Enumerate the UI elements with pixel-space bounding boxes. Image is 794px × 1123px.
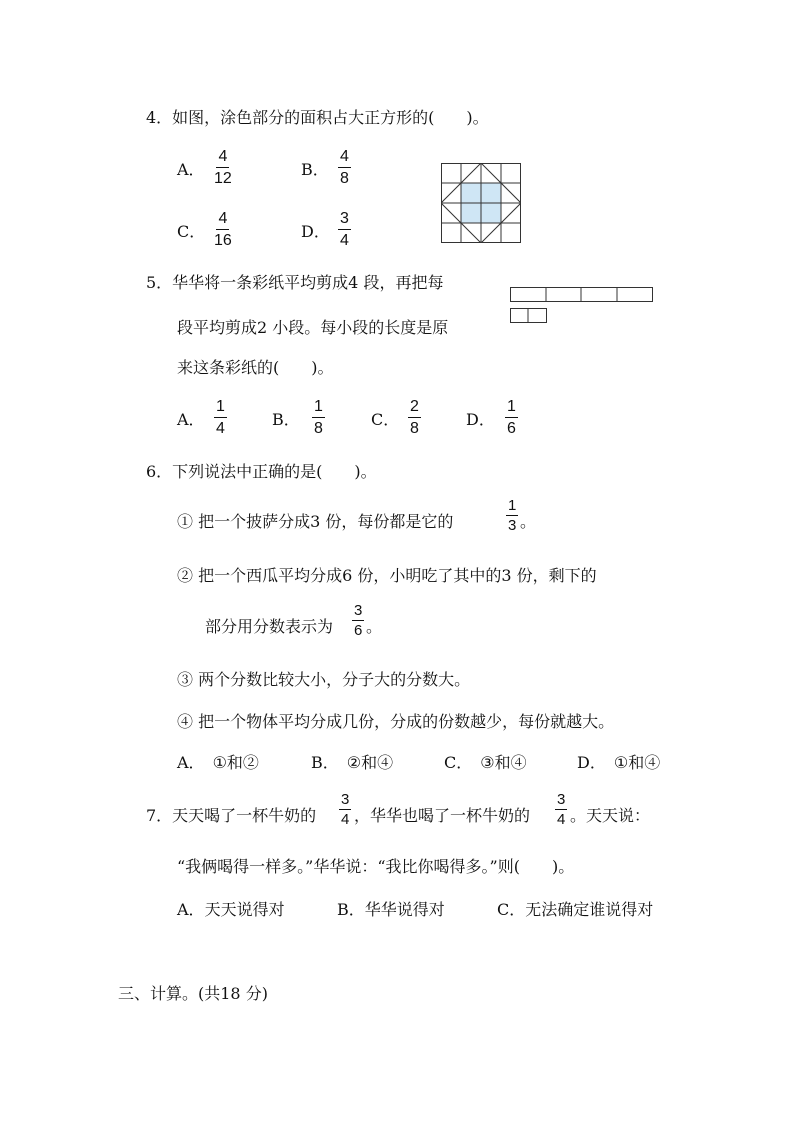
option-text: ①和④	[613, 753, 661, 772]
fraction-numerator: 4	[338, 148, 351, 168]
section-3-title: 三、计算。(共18 分)	[118, 984, 268, 1003]
q6-statement-2-line-2: 部分用分数表示为	[205, 617, 334, 636]
paper-strip-figure	[510, 287, 655, 325]
fraction-denominator: 6	[507, 420, 516, 437]
option-label: A．	[177, 900, 205, 919]
q4-option-a-label: A．	[177, 160, 205, 179]
option-text: 天天说得对	[204, 900, 285, 919]
fraction-denominator: 4	[557, 811, 566, 828]
option-text: ③和④	[480, 753, 527, 772]
q5-line-3: 来这条彩纸的( )。	[177, 358, 334, 377]
fraction-numerator: 4	[216, 148, 229, 168]
q6-option-b	[311, 753, 393, 773]
q6-statement-2-fraction	[352, 603, 364, 639]
q5-option-b-fraction	[312, 398, 325, 438]
option-text: 华华说得对	[364, 900, 445, 919]
q7-option-b	[337, 900, 445, 920]
fraction-denominator: 8	[410, 420, 419, 437]
option-label: D．	[577, 753, 606, 772]
q4-option-b-label: B．	[301, 160, 329, 179]
q5-option-d-fraction	[505, 398, 518, 438]
q4-option-a-fraction	[214, 148, 232, 188]
fraction-denominator: 16	[214, 232, 232, 249]
fraction-numerator: 1	[214, 398, 227, 418]
fraction-denominator: 8	[314, 420, 323, 437]
fraction-numerator: 3	[354, 602, 363, 619]
q6-statement-2-line-1: ② 把一个西瓜平均分成6 份，小明吃了其中的3 份，剩下的	[177, 566, 597, 585]
fraction-numerator: 1	[312, 398, 325, 418]
option-label: C．	[497, 900, 526, 919]
q4-option-d-fraction	[338, 210, 351, 250]
q7-line-1-end: 。天天说：	[570, 806, 651, 825]
fraction-numerator: 3	[338, 210, 351, 230]
fraction-denominator: 4	[341, 811, 350, 828]
q5-option-b-label: B．	[272, 410, 300, 429]
q7-fraction-1	[339, 792, 351, 828]
q7-fraction-2	[555, 792, 567, 828]
fraction-denominator: 6	[354, 622, 363, 639]
q4-option-d-label: D．	[301, 222, 330, 241]
q6-statement-1-fraction	[506, 498, 518, 534]
q4-option-c-fraction	[214, 210, 232, 250]
q7-line-1-start: 7．天天喝了一杯牛奶的	[146, 806, 317, 825]
q6-statement-1-end: 。	[520, 512, 537, 531]
q7-option-a	[177, 900, 285, 920]
q6-option-d	[577, 753, 660, 773]
q7-line-2: “我俩喝得一样多。”华华说：“我比你喝得多。”则( )。	[177, 857, 575, 876]
q5-option-a-fraction	[214, 398, 227, 438]
fraction-numerator: 4	[216, 210, 229, 230]
grid-lines	[441, 163, 521, 243]
fraction-numerator: 3	[557, 791, 566, 808]
fraction-numerator: 1	[505, 398, 518, 418]
q4-stem: 4．如图，涂色部分的面积占大正方形的( )。	[146, 108, 489, 127]
q5-line-1: 5．华华将一条彩纸平均剪成4 段，再把每	[146, 273, 444, 292]
option-label: A．	[177, 753, 205, 772]
q6-statement-4: ④ 把一个物体平均分成几份，分成的份数越少，每份就越大。	[177, 712, 615, 731]
q6-statement-1	[177, 512, 453, 532]
q4-option-c-label: C．	[177, 222, 206, 241]
fraction-denominator: 12	[214, 170, 232, 187]
q6-stem: 6．下列说法中正确的是( )。	[146, 462, 377, 481]
q5-option-d-label: D．	[466, 410, 495, 429]
q6-option-c	[444, 753, 527, 773]
option-label: C．	[444, 753, 473, 772]
q6-statement-3: ③ 两个分数比较大小，分子大的分数大。	[177, 670, 471, 689]
fraction-denominator: 4	[216, 420, 225, 437]
option-text: ①和②	[212, 753, 259, 772]
q6-statement-2-end: 。	[366, 617, 383, 636]
option-text: ②和④	[346, 753, 394, 772]
fraction-numerator: 1	[508, 497, 517, 514]
shaded-grid-figure	[441, 163, 521, 243]
option-label: B．	[311, 753, 339, 772]
q5-option-a-label: A．	[177, 410, 205, 429]
fraction-denominator: 3	[508, 517, 517, 534]
fraction-denominator: 8	[340, 170, 349, 187]
statement-text: ① 把一个披萨分成3 份，每份都是它的	[177, 512, 454, 531]
q6-option-a	[177, 753, 259, 773]
fraction-denominator: 4	[340, 232, 349, 249]
q7-option-c	[497, 900, 653, 920]
q5-option-c-label: C．	[371, 410, 400, 429]
option-text: 无法确定谁说得对	[525, 900, 654, 919]
fraction-numerator: 2	[408, 398, 421, 418]
fraction-numerator: 3	[341, 791, 350, 808]
q5-option-c-fraction	[408, 398, 421, 438]
q5-line-2: 段平均剪成2 小段。每小段的长度是原	[177, 318, 449, 337]
q7-line-1-middle: ，华华也喝了一杯牛奶的	[354, 806, 531, 825]
q4-option-b-fraction	[338, 148, 351, 188]
option-label: B．	[337, 900, 365, 919]
